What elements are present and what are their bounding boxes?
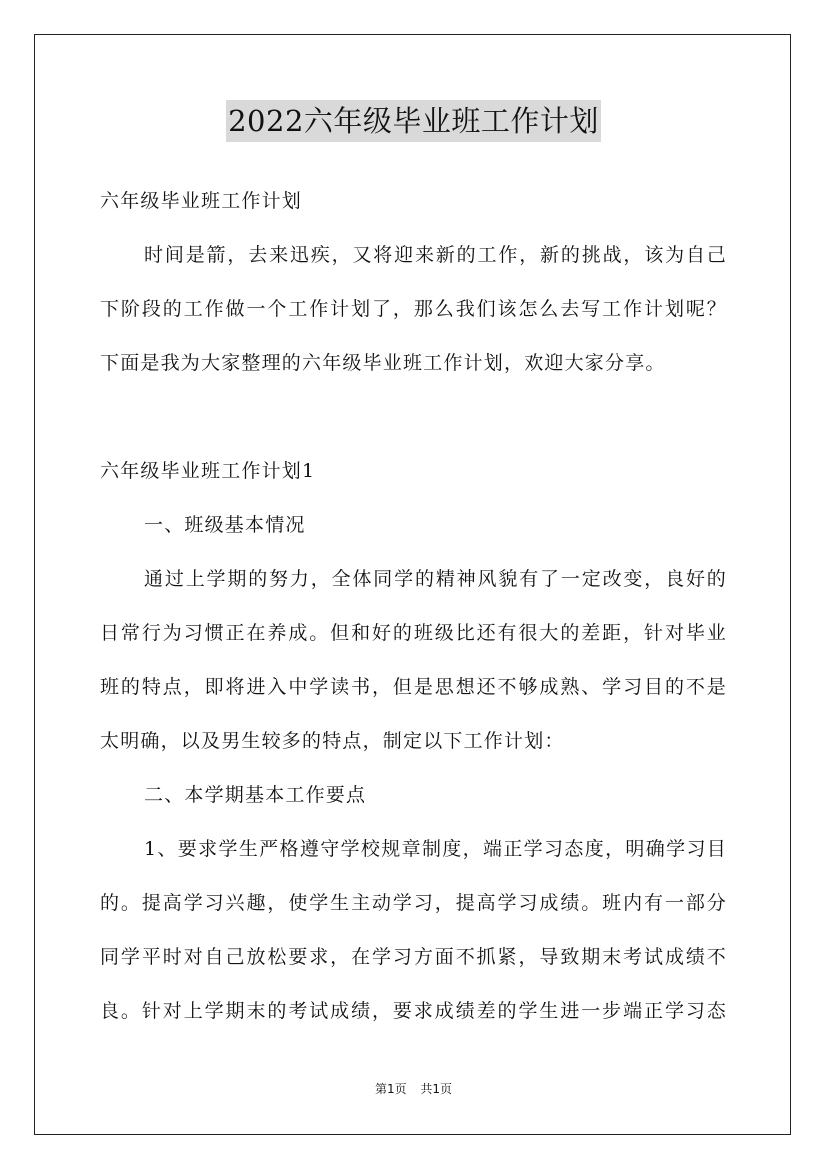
paragraph-line: 良。针对上学期末的考试成绩，要求成绩差的学生进一步端正学习态 bbox=[100, 1000, 727, 1022]
section-heading: 六年级毕业班工作计划 bbox=[100, 190, 303, 212]
document-body bbox=[100, 174, 727, 1038]
paragraph-line: 1、要求学生严格遵守学校规章制度，端正学习态度，明确学习目 bbox=[144, 838, 727, 860]
paragraph-line: 下面是我为大家整理的六年级毕业班工作计划，欢迎大家分享。 bbox=[100, 352, 666, 374]
paragraph-line: 太明确，以及男生较多的特点，制定以下工作计划： bbox=[100, 730, 565, 752]
paragraph-line: 同学平时对自己放松要求，在学习方面不抓紧，导致期末考试成绩不 bbox=[100, 946, 727, 968]
paragraph-line: 的。提高学习兴趣，使学生主动学习，提高学习成绩。班内有一部分 bbox=[100, 892, 727, 914]
subsection-heading: 二、本学期基本工作要点 bbox=[144, 784, 367, 806]
blank-line bbox=[100, 390, 727, 444]
document-title: 2022六年级毕业班工作计划 bbox=[226, 100, 601, 142]
paragraph-line: 日常行为习惯正在养成。但和好的班级比还有很大的差距，针对毕业 bbox=[100, 622, 727, 644]
page-footer bbox=[0, 1080, 827, 1097]
paragraph-line: 下阶段的工作做一个工作计划了，那么我们该怎么去写工作计划呢？ bbox=[100, 298, 727, 320]
title-container bbox=[0, 100, 827, 142]
page-total: 共1页 bbox=[420, 1082, 453, 1096]
paragraph-line: 班的特点，即将进入中学读书，但是思想还不够成熟、学习目的不是 bbox=[100, 676, 727, 698]
paragraph-line: 通过上学期的努力，全体同学的精神风貌有了一定改变，良好的 bbox=[144, 568, 727, 590]
section-heading: 六年级毕业班工作计划1 bbox=[100, 460, 316, 482]
subsection-heading: 一、班级基本情况 bbox=[144, 514, 306, 536]
paragraph-line: 时间是箭，去来迅疾，又将迎来新的工作，新的挑战，该为自己 bbox=[144, 244, 727, 266]
page-number: 第1页 bbox=[374, 1082, 407, 1096]
